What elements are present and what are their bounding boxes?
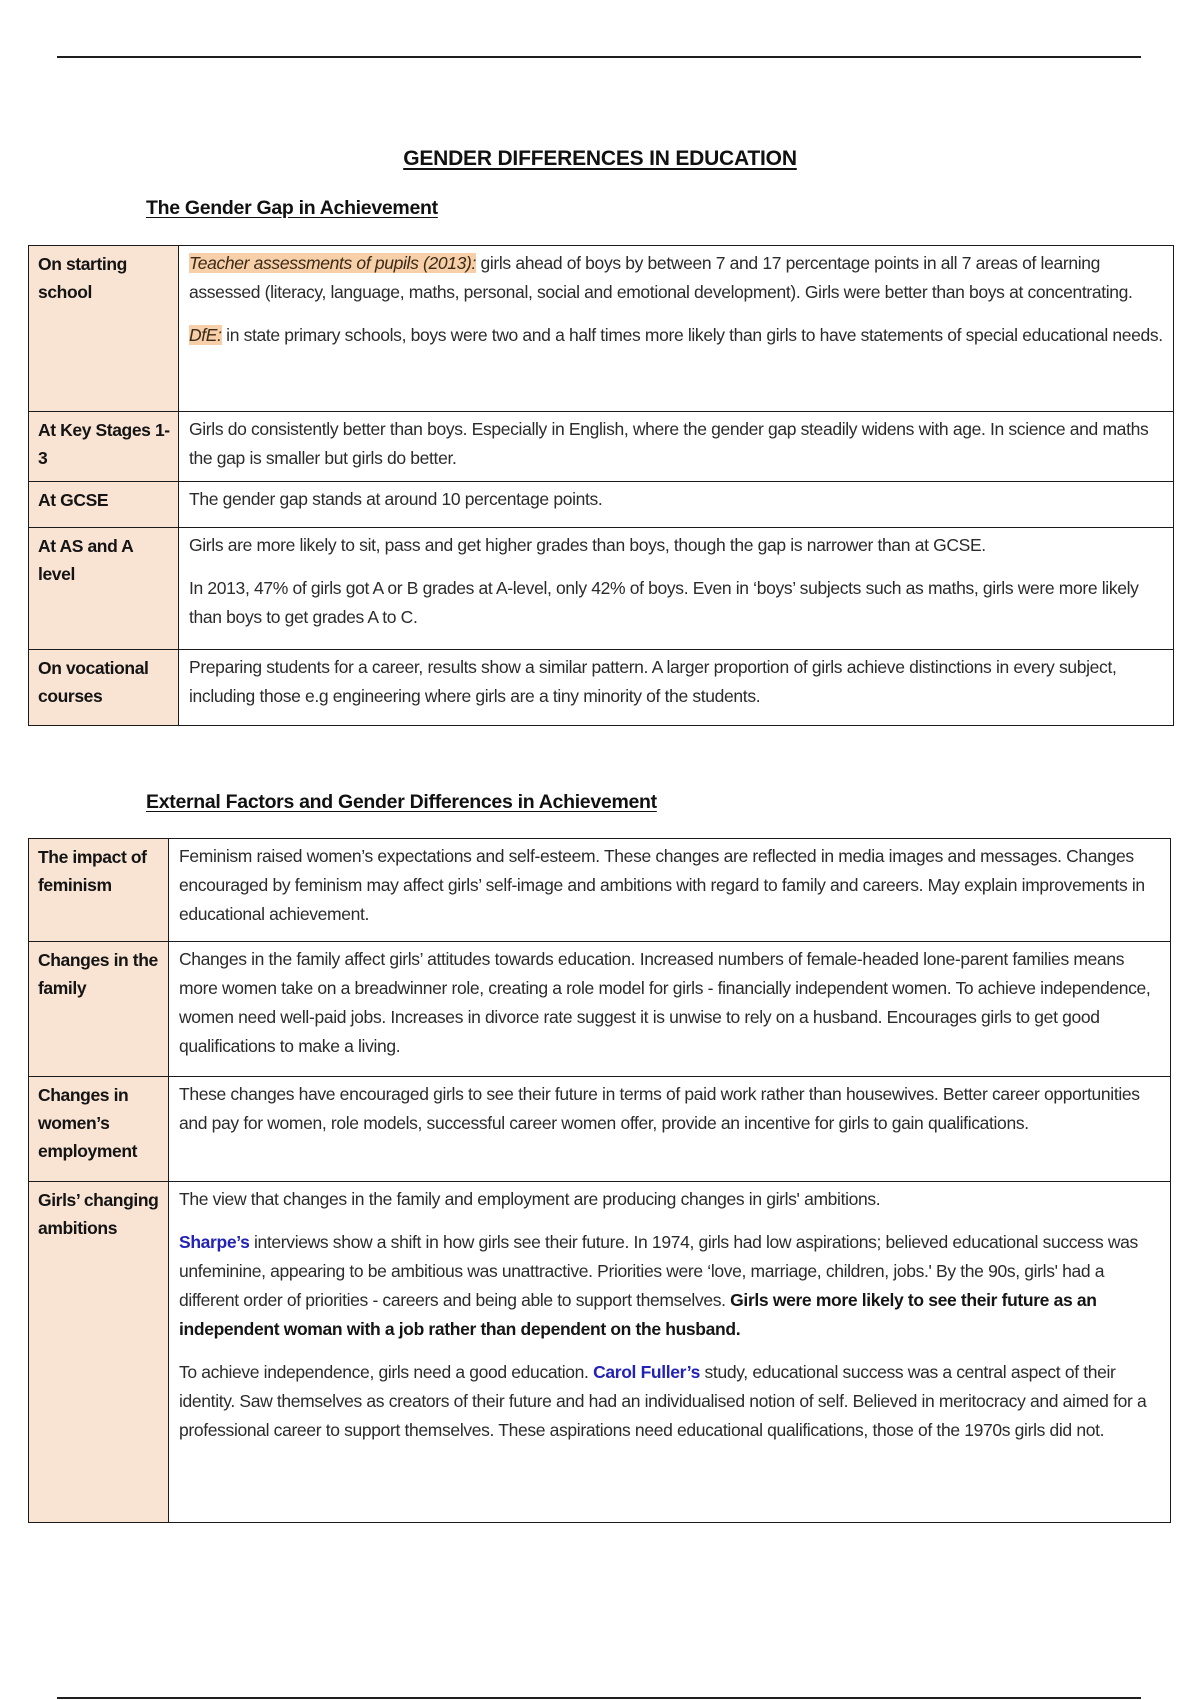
table-row	[29, 650, 1174, 726]
row-content: These changes have encouraged girls to see their future in terms of paid work rather than housewives. Better career opportunities and pay for women, role models, successful career women offer, provide an incentive for girls to gain qualifications.	[169, 1077, 1171, 1182]
section-heading-gender-gap: The Gender Gap in Achievement	[146, 197, 438, 219]
row-label: At AS and A level	[29, 528, 179, 650]
row-label: At GCSE	[29, 482, 179, 528]
bold-emphasis: Girls were more likely to see their future as an independent woman with a job rather than dependent on the husband.	[179, 1290, 1097, 1339]
row-label: Changes in women’s employment	[29, 1077, 169, 1182]
row-label: On starting school	[29, 246, 179, 412]
source-highlight: DfE:	[189, 325, 222, 345]
table-row	[29, 528, 1174, 650]
table-row	[29, 942, 1171, 1077]
row-content: Teacher assessments of pupils (2013): girls ahead of boys by between 7 and 17 percentage points in all 7 areas of learning assessed (literacy, language, maths, personal, social and emotional development). Girls were better than boys at concentrating. DfE: in state primary schools, boys were two and a half times more likely than girls to have statements of special educational needs.	[179, 246, 1174, 412]
author-reference-fuller: Carol Fuller’s	[593, 1362, 701, 1382]
row-content: Girls are more likely to sit, pass and get higher grades than boys, though the gap is narrower than at GCSE. In 2013, 47% of girls got A or B grades at A-level, only 42% of boys. Even in ‘boys’ subjects such as maths, girls were more likely than boys to get grades A to C.	[179, 528, 1174, 650]
external-factors-table	[28, 838, 1171, 1523]
footer-rule	[57, 1697, 1141, 1699]
row-label: Changes in the family	[29, 942, 169, 1077]
row-content: The gender gap stands at around 10 percentage points.	[179, 482, 1174, 528]
gender-gap-table	[28, 245, 1174, 726]
header-rule	[57, 56, 1141, 58]
author-reference-sharpe: Sharpe’s	[179, 1232, 250, 1252]
table-row	[29, 839, 1171, 942]
row-content: Changes in the family affect girls’ attitudes towards education. Increased numbers of female-headed lone-parent families means more women take on a breadwinner role, creating a role model for girls - financially independent women. To achieve independence, women need well-paid jobs. Increases in divorce rate suggest it is unwise to rely on a husband. Encourages girls to get good qualifications to make a living.	[169, 942, 1171, 1077]
row-label: The impact of feminism	[29, 839, 169, 942]
row-content: The view that changes in the family and employment are producing changes in girls' ambitions. Sharpe’s interviews show a shift in how girls see their future. In 1974, girls had low aspirations; believed educational success was unfeminine, appearing to be ambitious was unattractive. Priorities were ‘love, marriage, children, jobs.' By the 90s, girls' had a different order of priorities - careers and being able to support themselves. Girls were more likely to see their future as an independent woman with a job rather than dependent on the husband. To achieve independence, girls need a good education. Carol Fuller’s study, educational success was a central aspect of their identity. Saw themselves as creators of their future and had an individualised notion of self. Believed in meritocracy and aimed for a professional career to support themselves. These aspirations need educational qualifications, those of the 1970s girls did not.	[169, 1182, 1171, 1523]
row-content: Feminism raised women’s expectations and self-esteem. These changes are reflected in media images and messages. Changes encouraged by feminism may affect girls’ self-image and ambitions with regard to family and careers. May explain improvements in educational achievement.	[169, 839, 1171, 942]
table-row	[29, 246, 1174, 412]
source-highlight: Teacher assessments of pupils (2013):	[189, 253, 476, 273]
section-heading-external-factors: External Factors and Gender Differences in Achievement	[146, 791, 657, 813]
row-label: On vocational courses	[29, 650, 179, 726]
row-label: At Key Stages 1- 3	[29, 412, 179, 482]
row-content: Girls do consistently better than boys. Especially in English, where the gender gap steadily widens with age. In science and maths the gap is smaller but girls do better.	[179, 412, 1174, 482]
table-row	[29, 412, 1174, 482]
table-row	[29, 1077, 1171, 1182]
table-row	[29, 482, 1174, 528]
row-content: Preparing students for a career, results show a similar pattern. A larger proportion of girls achieve distinctions in every subject, including those e.g engineering where girls are a tiny minority of the students.	[179, 650, 1174, 726]
page-title: GENDER DIFFERENCES IN EDUCATION	[403, 147, 797, 170]
table-row	[29, 1182, 1171, 1523]
row-label: Girls’ changing ambitions	[29, 1182, 169, 1523]
